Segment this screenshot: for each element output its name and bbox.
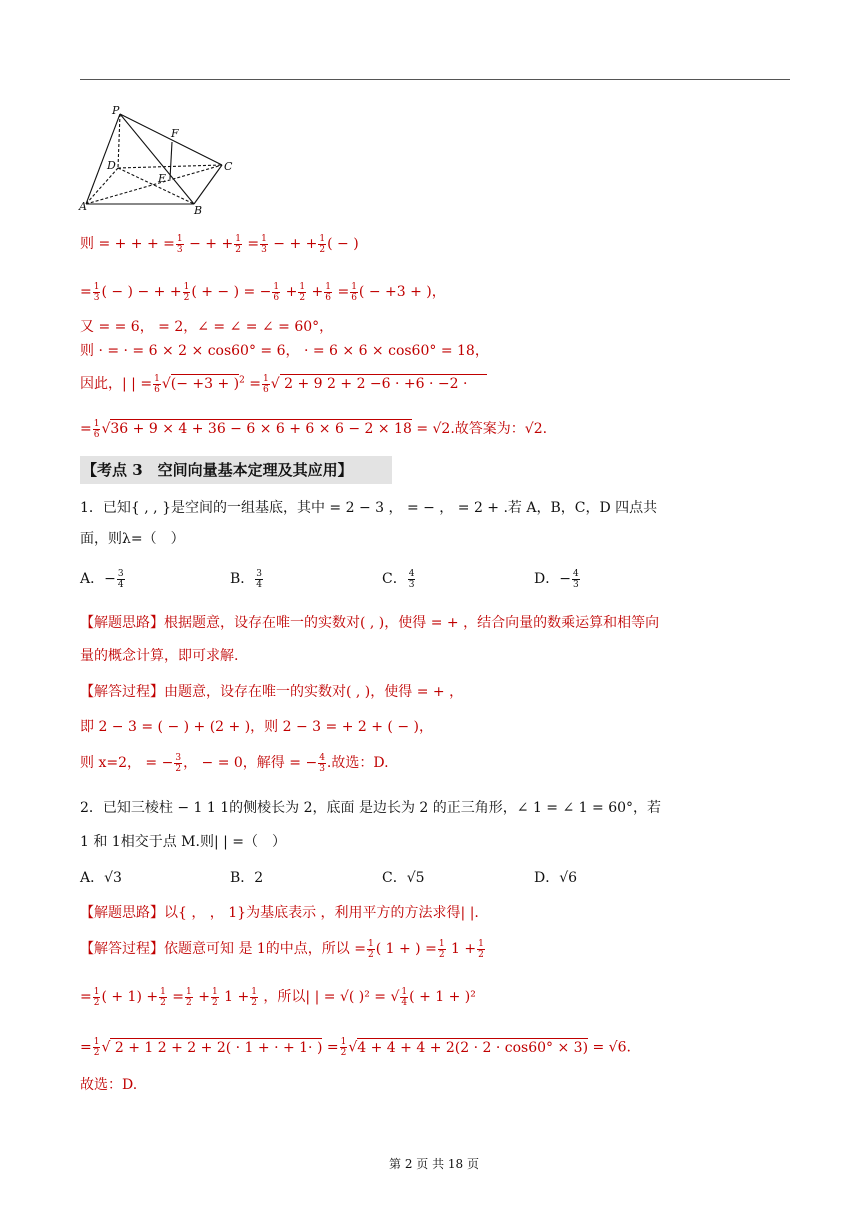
- q2-proc-line4: 故选：D.: [80, 1077, 138, 1093]
- sol1-line4: 则 · = · = 6 × 2 × cos60° = 6， · = 6 × 6 × cos60° = 18，: [80, 343, 489, 359]
- q2-option-d: D．√6: [534, 870, 578, 886]
- label-B: B: [194, 204, 203, 216]
- q2-option-b: B．2: [230, 870, 264, 886]
- pyramid-figure: [78, 104, 248, 216]
- header-rule: [80, 79, 790, 80]
- q1-idea-line1: 【解题思路】根据题意，设存在唯一的实数对( , )，使得 = + ，结合向量的数乘运算和相等向: [80, 615, 660, 631]
- q1-option-b: B． $\frac{3}{4}$: [230, 568, 263, 590]
- label-F: F: [171, 127, 179, 140]
- label-P: P: [112, 104, 120, 117]
- label-D: D: [107, 159, 116, 172]
- sol1-line5: 因此，| | = $\frac{1}{6}$ √(− +3 + )$^2$ = $\frac{1}{6}$ √ 2 + 9 2 + 2 −6 · +6 · −2 ·: [80, 373, 487, 395]
- label-A: A: [79, 200, 87, 213]
- q1-stem-line2: 面，则λ=（ ）: [80, 531, 185, 547]
- label-E: E: [158, 172, 167, 185]
- q2-proc-line3: = $\frac{1}{2}$ √ 2 + 1 2 + 2 + 2( · 1 + · + 1· ) = $\frac{1}{2}$ √4 + 4 + 4 + 2(2 · 2 · cos60° × 3) = √6.: [80, 1037, 631, 1058]
- sol1-line6: = $\frac{1}{6}$ √36 + 9 × 4 + 36 − 6 × 6 + 6 × 6 − 2 × 18 = √2.故答案为：√2.: [80, 418, 548, 440]
- sol1-line1: 则 = + + + = $\frac{1}{3}$ − + + $\frac{1}{2}$ = $\frac{1}{3}$ − + + $\frac{1}{2}$ ( − ): [80, 233, 359, 255]
- q1-option-c: C． $\frac{4}{3}$: [382, 568, 415, 590]
- sol1-line2: = $\frac{1}{3}$ ( − ) − + + $\frac{1}{2}$ ( + − ) = − $\frac{1}{6}$ + $\frac{1}{2}$ + $\frac{1}{6}$ = $\frac{1}{6}$ ( − +3 + )，: [80, 281, 446, 303]
- q1-idea-line2: 量的概念计算，即可求解.: [80, 648, 239, 664]
- q1-option-d: D．− $\frac{4}{3}$: [534, 568, 579, 590]
- q2-proc-line2: = $\frac{1}{2}$ ( + 1) + $\frac{1}{2}$ = $\frac{1}{2}$ + $\frac{1}{2}$ 1 + $\frac{1}{2}$ ，所以| | = √( )² = √ $\frac{1}{4}$ ( + 1 + )²: [80, 986, 476, 1008]
- section-heading: 【考点 3 空间向量基本定理及其应用】: [80, 456, 392, 484]
- q1-option-a: A．− $\frac{3}{4}$: [80, 568, 124, 590]
- q1-stem-line1: 1．已知{ , , }是空间的一组基底，其中 = 2 − 3 ， = − ， = 2 + .若 A，B，C，D 四点共: [80, 500, 658, 516]
- q2-idea-line1: 【解题思路】以{ ， ， 1}为基底表示 ，利用平方的方法求得| |.: [80, 905, 479, 921]
- page-footer: 第 2 页 共 18 页: [389, 1157, 479, 1171]
- q1-proc-line2: 即 2 − 3 = ( − ) + (2 + )，则 2 − 3 = + 2 + ( − )，: [80, 719, 433, 735]
- q2-stem-line1: 2．已知三棱柱 − 1 1 1的侧棱长为 2，底面 是边长为 2 的正三角形，∠ 1 = ∠ 1 = 60°，若: [80, 800, 662, 816]
- q1-proc-line3: 则 x=2， = − $\frac{3}{2}$ ， − = 0，解得 = − $\frac{4}{3}$ .故选：D.: [80, 752, 389, 774]
- q2-stem-line2: 1 和 1相交于点 M.则| | =（ ）: [80, 834, 287, 850]
- q2-proc-line1: 【解答过程】依题意可知 是 1的中点，所以 = $\frac{1}{2}$ ( 1 + ) = $\frac{1}{2}$ 1 + $\frac{1}{2}$: [80, 938, 484, 960]
- sol1-line3: 又 = = 6， = 2，∠ = ∠ = ∠ = 60°，: [80, 319, 334, 335]
- label-C: C: [224, 160, 233, 173]
- q1-proc-line1: 【解答过程】由题意，设存在唯一的实数对( , )，使得 = + ，: [80, 684, 464, 700]
- q2-option-a: A．√3: [80, 870, 122, 886]
- q2-option-c: C．√5: [382, 870, 425, 886]
